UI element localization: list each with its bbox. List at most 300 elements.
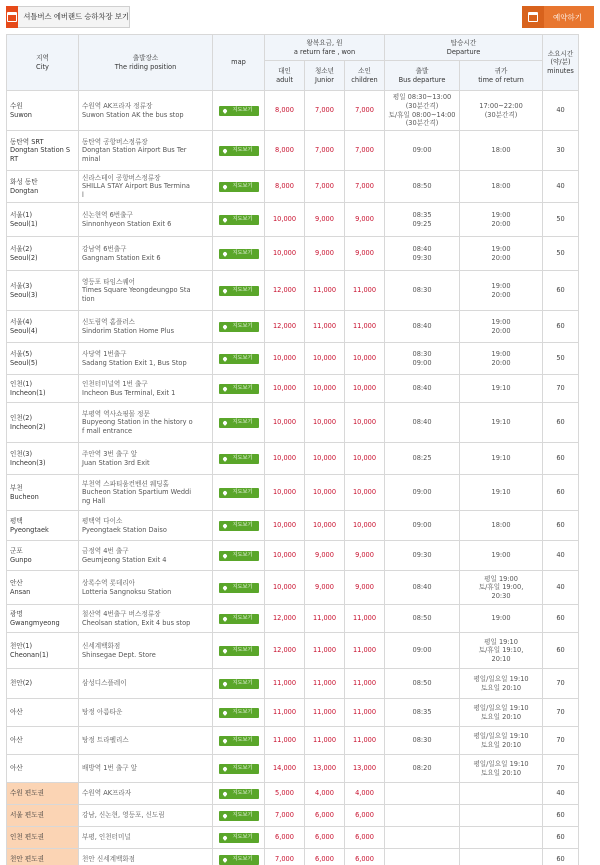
table-row [7, 237, 579, 271]
map-button-label: 지도보기 [232, 834, 253, 841]
children-fare: 11,000 [345, 669, 385, 699]
map-cell [213, 131, 265, 171]
return-time: 평일/일요일 19:10 토요일 20:10 [460, 669, 543, 699]
table-row [7, 669, 579, 699]
map-button[interactable] [219, 708, 259, 718]
junior-fare: 6,000 [305, 805, 345, 827]
place-cell: 철산역 4번출구 버스정류장 Cheolsan station, Exit 4 bus stop [79, 605, 213, 633]
city-cell: 평택 Pyeongtaek [7, 511, 79, 541]
departure-time: 08:40 [385, 375, 460, 403]
map-cell [213, 511, 265, 541]
map-button[interactable] [219, 384, 259, 394]
map-cell [213, 699, 265, 727]
map-button-label: 지도보기 [232, 419, 253, 426]
departure-time: 08:35 [385, 699, 460, 727]
return-time: 18:00 [460, 511, 543, 541]
table-row [7, 827, 579, 849]
junior-fare: 6,000 [305, 849, 345, 865]
reserve-label: 예약하기 [553, 12, 582, 22]
map-pin-icon [222, 553, 228, 559]
table-row [7, 727, 579, 755]
duration: 40 [543, 91, 579, 131]
table-row [7, 475, 579, 511]
map-button-label: 지도보기 [232, 584, 253, 591]
map-button[interactable] [219, 764, 259, 774]
map-pin-icon [222, 523, 228, 529]
duration: 40 [543, 571, 579, 605]
table-row [7, 343, 579, 375]
map-button-label: 지도보기 [232, 455, 253, 462]
duration: 50 [543, 237, 579, 271]
map-button[interactable] [219, 322, 259, 332]
adult-fare: 10,000 [265, 443, 305, 475]
map-button-label: 지도보기 [232, 522, 253, 529]
duration: 60 [543, 403, 579, 443]
map-pin-icon [222, 738, 228, 744]
return-time: 19:00 20:00 [460, 203, 543, 237]
duration: 60 [543, 511, 579, 541]
header-fare: 왕복요금, 원 a return fare , won [265, 35, 385, 61]
map-cell [213, 343, 265, 375]
map-pin-icon [222, 324, 228, 330]
map-cell [213, 669, 265, 699]
children-fare: 10,000 [345, 375, 385, 403]
city-cell: 아산 [7, 755, 79, 783]
place-cell: 부평, 인천터미널 [79, 827, 213, 849]
map-pin-icon [222, 835, 228, 841]
city-cell: 수원 편도권 [7, 783, 79, 805]
children-fare: 11,000 [345, 699, 385, 727]
departure-time: 08:40 [385, 311, 460, 343]
children-fare: 10,000 [345, 511, 385, 541]
table-row [7, 403, 579, 443]
map-button-label: 지도보기 [232, 552, 253, 559]
adult-fare: 10,000 [265, 541, 305, 571]
children-fare: 10,000 [345, 343, 385, 375]
map-button[interactable] [219, 789, 259, 799]
adult-fare: 11,000 [265, 699, 305, 727]
place-cell: 강남, 신논현, 영등포, 신도림 [79, 805, 213, 827]
city-cell: 서울 편도권 [7, 805, 79, 827]
adult-fare: 10,000 [265, 511, 305, 541]
duration: 40 [543, 783, 579, 805]
map-pin-icon [222, 251, 228, 257]
city-cell: 인천 편도권 [7, 827, 79, 849]
adult-fare: 12,000 [265, 633, 305, 669]
junior-fare: 9,000 [305, 571, 345, 605]
header-map: map [213, 35, 265, 91]
calendar-icon [522, 6, 544, 28]
departure-time: 08:20 [385, 755, 460, 783]
table-row [7, 91, 579, 131]
children-fare: 11,000 [345, 271, 385, 311]
map-button-label: 지도보기 [232, 856, 253, 863]
map-cell [213, 311, 265, 343]
map-button[interactable] [219, 418, 259, 428]
map-pin-icon [222, 857, 228, 863]
duration: 60 [543, 443, 579, 475]
map-button[interactable] [219, 454, 259, 464]
departure-time: 09:00 [385, 633, 460, 669]
junior-fare: 6,000 [305, 827, 345, 849]
city-cell: 화성 동탄 Dongtan [7, 171, 79, 203]
duration: 60 [543, 827, 579, 849]
return-time: 19:00 [460, 541, 543, 571]
children-fare: 11,000 [345, 633, 385, 669]
return-time: 18:00 [460, 131, 543, 171]
map-button[interactable] [219, 811, 259, 821]
header-time: 탑승시간 Departure [385, 35, 543, 61]
map-button-label: 지도보기 [232, 147, 253, 154]
adult-fare: 10,000 [265, 343, 305, 375]
map-button-label: 지도보기 [232, 615, 253, 622]
city-cell: 천안(1) Cheonan(1) [7, 633, 79, 669]
calendar-icon [6, 6, 18, 28]
map-cell [213, 541, 265, 571]
table-row [7, 511, 579, 541]
junior-fare: 11,000 [305, 311, 345, 343]
departure-time: 08:50 [385, 669, 460, 699]
map-pin-icon [222, 148, 228, 154]
city-cell: 아산 [7, 699, 79, 727]
return-time: 18:00 [460, 171, 543, 203]
junior-fare: 11,000 [305, 699, 345, 727]
map-button-label: 지도보기 [232, 323, 253, 330]
place-cell: 삼성디스플레이 [79, 669, 213, 699]
junior-fare: 10,000 [305, 443, 345, 475]
city-cell: 서울(5) Seoul(5) [7, 343, 79, 375]
city-cell: 수원 Suwon [7, 91, 79, 131]
duration: 60 [543, 475, 579, 511]
duration: 60 [543, 311, 579, 343]
duration: 30 [543, 131, 579, 171]
return-time: 평일/일요일 19:10 토요일 20:10 [460, 727, 543, 755]
map-cell [213, 375, 265, 403]
map-pin-icon [222, 420, 228, 426]
junior-fare: 7,000 [305, 171, 345, 203]
table-row [7, 783, 579, 805]
map-pin-icon [222, 681, 228, 687]
header-departure: 출발 Bus departure [385, 61, 460, 91]
map-button-label: 지도보기 [232, 709, 253, 716]
header-city: 지역 City [7, 35, 79, 91]
adult-fare: 10,000 [265, 571, 305, 605]
map-pin-icon [222, 108, 228, 114]
table-row [7, 443, 579, 475]
table-row [7, 541, 579, 571]
map-button[interactable] [219, 833, 259, 843]
map-button[interactable] [219, 736, 259, 746]
table-row [7, 311, 579, 343]
departure-time [385, 849, 460, 865]
shuttle-stops-title-button[interactable] [6, 6, 130, 28]
city-cell: 천안 편도권 [7, 849, 79, 865]
departure-time: 08:40 [385, 571, 460, 605]
map-pin-icon [222, 490, 228, 496]
map-cell [213, 805, 265, 827]
adult-fare: 7,000 [265, 805, 305, 827]
duration: 60 [543, 605, 579, 633]
place-cell: 부천역 스파티움컨벤션 웨딩홀 Bucheon Station Spartium Weddi ng Hall [79, 475, 213, 511]
duration: 60 [543, 271, 579, 311]
map-button-label: 지도보기 [232, 216, 253, 223]
adult-fare: 6,000 [265, 827, 305, 849]
place-cell: 신세계백화점 Shinsegae Dept. Store [79, 633, 213, 669]
city-cell: 천안(2) [7, 669, 79, 699]
map-cell [213, 827, 265, 849]
return-time: 19:00 20:00 [460, 343, 543, 375]
table-row [7, 755, 579, 783]
return-time [460, 805, 543, 827]
place-cell: 탕정 트라펠리스 [79, 727, 213, 755]
city-cell: 인천(3) Incheon(3) [7, 443, 79, 475]
return-time: 19:00 20:00 [460, 271, 543, 311]
map-cell [213, 271, 265, 311]
map-button-label: 지도보기 [232, 647, 253, 654]
place-cell: 부평역 역사쇼핑몰 정문 Bupyeong Station in the history o f mall entrance [79, 403, 213, 443]
city-cell: 안산 Ansan [7, 571, 79, 605]
map-button-label: 지도보기 [232, 765, 253, 772]
place-cell: 신논현역 6번출구 Sinnonhyeon Station Exit 6 [79, 203, 213, 237]
departure-time [385, 827, 460, 849]
junior-fare: 11,000 [305, 633, 345, 669]
children-fare: 10,000 [345, 475, 385, 511]
city-cell: 서울(2) Seoul(2) [7, 237, 79, 271]
city-cell: 아산 [7, 727, 79, 755]
place-cell: 상록수역 롯데리아 Lotteria Sangnoksu Station [79, 571, 213, 605]
children-fare: 11,000 [345, 311, 385, 343]
children-fare: 6,000 [345, 805, 385, 827]
children-fare: 7,000 [345, 91, 385, 131]
adult-fare: 10,000 [265, 403, 305, 443]
city-cell: 서울(3) Seoul(3) [7, 271, 79, 311]
children-fare: 9,000 [345, 203, 385, 237]
map-button[interactable] [219, 614, 259, 624]
map-pin-icon [222, 791, 228, 797]
map-button[interactable] [219, 146, 259, 156]
map-cell [213, 571, 265, 605]
departure-time: 09:00 [385, 131, 460, 171]
table-row [7, 699, 579, 727]
departure-time [385, 783, 460, 805]
departure-time: 평일 08:30~13:00 (30분간격) 토/휴일 08:00~14:00 (30분간격) [385, 91, 460, 131]
return-time [460, 849, 543, 865]
adult-fare: 11,000 [265, 669, 305, 699]
adult-fare: 12,000 [265, 271, 305, 311]
map-button[interactable] [219, 106, 259, 116]
map-cell [213, 91, 265, 131]
junior-fare: 7,000 [305, 91, 345, 131]
departure-time: 08:35 09:25 [385, 203, 460, 237]
map-button[interactable] [219, 679, 259, 689]
junior-fare: 11,000 [305, 669, 345, 699]
map-pin-icon [222, 184, 228, 190]
map-pin-icon [222, 813, 228, 819]
children-fare: 9,000 [345, 571, 385, 605]
map-cell [213, 605, 265, 633]
map-pin-icon [222, 766, 228, 772]
city-cell: 광명 Gwangmyeong [7, 605, 79, 633]
adult-fare: 10,000 [265, 203, 305, 237]
map-button[interactable] [219, 488, 259, 498]
departure-time: 08:30 [385, 271, 460, 311]
return-time [460, 827, 543, 849]
children-fare: 13,000 [345, 755, 385, 783]
map-button-label: 지도보기 [232, 107, 253, 114]
return-time: 평일 19:00 토/휴일 19:00, 20:30 [460, 571, 543, 605]
map-pin-icon [222, 386, 228, 392]
duration: 50 [543, 203, 579, 237]
junior-fare: 11,000 [305, 271, 345, 311]
map-button[interactable] [219, 583, 259, 593]
junior-fare: 13,000 [305, 755, 345, 783]
duration: 40 [543, 541, 579, 571]
place-cell: 탕정 아름타운 [79, 699, 213, 727]
header-junior: 청소년 Junior [305, 61, 345, 91]
map-pin-icon [222, 356, 228, 362]
map-cell [213, 443, 265, 475]
junior-fare: 7,000 [305, 131, 345, 171]
duration: 60 [543, 849, 579, 865]
children-fare: 9,000 [345, 541, 385, 571]
map-button[interactable] [219, 646, 259, 656]
children-fare: 7,000 [345, 131, 385, 171]
children-fare: 6,000 [345, 849, 385, 865]
map-button-label: 지도보기 [232, 680, 253, 687]
place-cell: 신라스테이 공항버스정류장 SHILLA STAY Airport Bus Termina l [79, 171, 213, 203]
place-cell: 주안역 3번 출구 앞 Juan Station 3rd Exit [79, 443, 213, 475]
junior-fare: 9,000 [305, 541, 345, 571]
table-row [7, 849, 579, 865]
map-cell [213, 475, 265, 511]
map-button[interactable] [219, 354, 259, 364]
table-row [7, 605, 579, 633]
children-fare: 10,000 [345, 443, 385, 475]
adult-fare: 8,000 [265, 171, 305, 203]
place-cell: 사당역 1번출구 Sadang Station Exit 1, Bus Stop [79, 343, 213, 375]
adult-fare: 11,000 [265, 727, 305, 755]
map-button-label: 지도보기 [232, 737, 253, 744]
table-row [7, 203, 579, 237]
map-button[interactable] [219, 286, 259, 296]
map-cell [213, 237, 265, 271]
map-button-label: 지도보기 [232, 355, 253, 362]
junior-fare: 9,000 [305, 203, 345, 237]
place-cell: 천안 신세계백화점 [79, 849, 213, 865]
duration: 40 [543, 171, 579, 203]
map-cell [213, 171, 265, 203]
return-time: 19:00 20:00 [460, 237, 543, 271]
table-row [7, 271, 579, 311]
reserve-button[interactable] [522, 6, 594, 28]
table-row [7, 571, 579, 605]
junior-fare: 9,000 [305, 237, 345, 271]
place-cell: 배방역 1번 출구 앞 [79, 755, 213, 783]
map-pin-icon [222, 456, 228, 462]
map-button-label: 지도보기 [232, 812, 253, 819]
city-cell: 군포 Gunpo [7, 541, 79, 571]
map-button[interactable] [219, 521, 259, 531]
map-button-label: 지도보기 [232, 250, 253, 257]
departure-time: 08:30 09:00 [385, 343, 460, 375]
map-button[interactable] [219, 182, 259, 192]
departure-time: 09:00 [385, 475, 460, 511]
return-time: 평일/일요일 19:10 토요일 20:10 [460, 699, 543, 727]
header-place: 출발장소 The riding position [79, 35, 213, 91]
return-time: 19:00 [460, 605, 543, 633]
map-button[interactable] [219, 855, 259, 865]
duration: 70 [543, 669, 579, 699]
adult-fare: 10,000 [265, 237, 305, 271]
top-bar [6, 6, 594, 28]
adult-fare: 10,000 [265, 475, 305, 511]
return-time: 17:00~22:00 (30분간격) [460, 91, 543, 131]
place-cell: 동탄역 공항버스정류장 Dongtan Station Airport Bus Ter minal [79, 131, 213, 171]
table-row [7, 131, 579, 171]
departure-time [385, 805, 460, 827]
table-row [7, 633, 579, 669]
adult-fare: 8,000 [265, 91, 305, 131]
adult-fare: 10,000 [265, 375, 305, 403]
children-fare: 10,000 [345, 403, 385, 443]
map-button-label: 지도보기 [232, 287, 253, 294]
duration: 60 [543, 633, 579, 669]
map-cell [213, 783, 265, 805]
children-fare: 9,000 [345, 237, 385, 271]
return-time: 19:10 [460, 375, 543, 403]
junior-fare: 10,000 [305, 343, 345, 375]
city-cell: 인천(2) Incheon(2) [7, 403, 79, 443]
map-cell [213, 849, 265, 865]
map-button[interactable] [219, 249, 259, 259]
children-fare: 11,000 [345, 727, 385, 755]
city-cell: 인천(1) Incheon(1) [7, 375, 79, 403]
return-time: 19:00 20:00 [460, 311, 543, 343]
return-time [460, 783, 543, 805]
city-cell: 서울(4) Seoul(4) [7, 311, 79, 343]
place-cell: 평택역 다이소 Pyeongtaek Station Daiso [79, 511, 213, 541]
place-cell: 수원역 AK프라자 정류장 Suwon Station AK the bus stop [79, 91, 213, 131]
map-cell [213, 203, 265, 237]
place-cell: 금정역 4번 출구 Geumjeong Station Exit 4 [79, 541, 213, 571]
place-cell: 강남역 6번출구 Gangnam Station Exit 6 [79, 237, 213, 271]
adult-fare: 8,000 [265, 131, 305, 171]
map-button[interactable] [219, 551, 259, 561]
table-row [7, 805, 579, 827]
junior-fare: 10,000 [305, 475, 345, 511]
duration: 70 [543, 727, 579, 755]
adult-fare: 12,000 [265, 311, 305, 343]
departure-time: 09:00 [385, 511, 460, 541]
departure-time: 08:50 [385, 605, 460, 633]
duration: 50 [543, 343, 579, 375]
junior-fare: 10,000 [305, 403, 345, 443]
map-button[interactable] [219, 215, 259, 225]
map-pin-icon [222, 616, 228, 622]
map-pin-icon [222, 288, 228, 294]
junior-fare: 11,000 [305, 605, 345, 633]
departure-time: 08:40 09:30 [385, 237, 460, 271]
junior-fare: 4,000 [305, 783, 345, 805]
map-pin-icon [222, 585, 228, 591]
schedule-rows [7, 91, 579, 865]
children-fare: 11,000 [345, 605, 385, 633]
place-cell: 영등포 타임스퀘어 Times Square Yeongdeungpo Sta tion [79, 271, 213, 311]
departure-time: 08:50 [385, 171, 460, 203]
duration: 70 [543, 755, 579, 783]
header-return: 귀가 time of return [460, 61, 543, 91]
return-time: 19:10 [460, 443, 543, 475]
